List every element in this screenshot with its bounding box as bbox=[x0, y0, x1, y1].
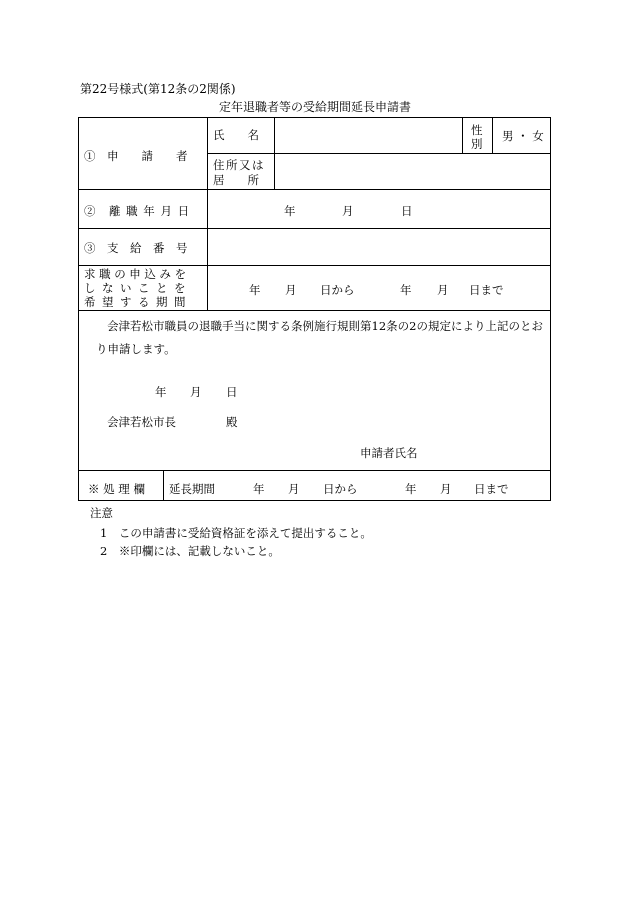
period-year-1: 年 bbox=[249, 283, 261, 297]
processing-year-2: 年 bbox=[405, 482, 417, 496]
processing-until: 日まで bbox=[474, 482, 509, 496]
period-label-2: しないことを bbox=[84, 281, 192, 295]
name-label: 氏 名 bbox=[213, 128, 259, 142]
separation-month: 月 bbox=[342, 204, 354, 218]
extension-label: 延長期間 bbox=[169, 482, 215, 496]
statement-day: 日 bbox=[226, 385, 238, 399]
processing-year-1: 年 bbox=[253, 482, 265, 496]
honorific: 殿 bbox=[226, 415, 238, 429]
separation-year: 年 bbox=[284, 204, 296, 218]
addressee: 会津若松市長 bbox=[107, 415, 176, 429]
statement-line-2: り申請します。 bbox=[96, 342, 176, 356]
gender-label-top: 性 bbox=[471, 123, 483, 137]
note-item-2: 2 ※印欄には、記載しないこと。 bbox=[100, 544, 280, 558]
statement-line-1: 会津若松市職員の退職手当に関する条例施行規則第12条の2の規定により上記のとお bbox=[107, 319, 543, 333]
period-from: 日から bbox=[320, 283, 355, 297]
signature-field[interactable] bbox=[420, 440, 548, 462]
period-month-2: 月 bbox=[437, 283, 449, 297]
period-label-3: 希望する期間 bbox=[84, 295, 192, 309]
gender-options[interactable]: 男 ・ 女 bbox=[502, 129, 544, 143]
address-label-bottom: 居 所 bbox=[213, 173, 259, 187]
period-year-2: 年 bbox=[400, 283, 412, 297]
address-label-top: 住所又は bbox=[213, 158, 265, 172]
processing-from: 日から bbox=[323, 482, 358, 496]
gender-label-bottom: 別 bbox=[471, 137, 483, 151]
processing-month-2: 月 bbox=[440, 482, 452, 496]
statement-year: 年 bbox=[155, 385, 167, 399]
period-month-1: 月 bbox=[285, 283, 297, 297]
name-field[interactable] bbox=[276, 119, 460, 151]
processing-month-1: 月 bbox=[288, 482, 300, 496]
payment-number-field[interactable] bbox=[209, 230, 549, 263]
separation-day: 日 bbox=[401, 204, 413, 218]
applicant-label: ① 申 請 者 bbox=[84, 149, 188, 163]
statement-month: 月 bbox=[190, 385, 202, 399]
note-item-1: 1 この申請書に受給資格証を添えて提出すること。 bbox=[100, 526, 372, 540]
processing-label: ※ 処 理 欄 bbox=[88, 482, 145, 496]
signature-label: 申請者氏名 bbox=[360, 446, 418, 460]
period-label-1: 求職の申込みを bbox=[84, 267, 190, 281]
form-number: 第22号様式(第12条の2関係) bbox=[80, 82, 236, 96]
separation-label: ② 離 職 年 月 日 bbox=[84, 204, 191, 218]
address-field[interactable] bbox=[276, 155, 549, 187]
period-until: 日まで bbox=[469, 283, 504, 297]
payment-label: ③ 支 給 番 号 bbox=[84, 241, 188, 255]
notes-heading: 注意 bbox=[90, 506, 113, 520]
form-title: 定年退職者等の受給期間延長申請書 bbox=[219, 100, 412, 114]
